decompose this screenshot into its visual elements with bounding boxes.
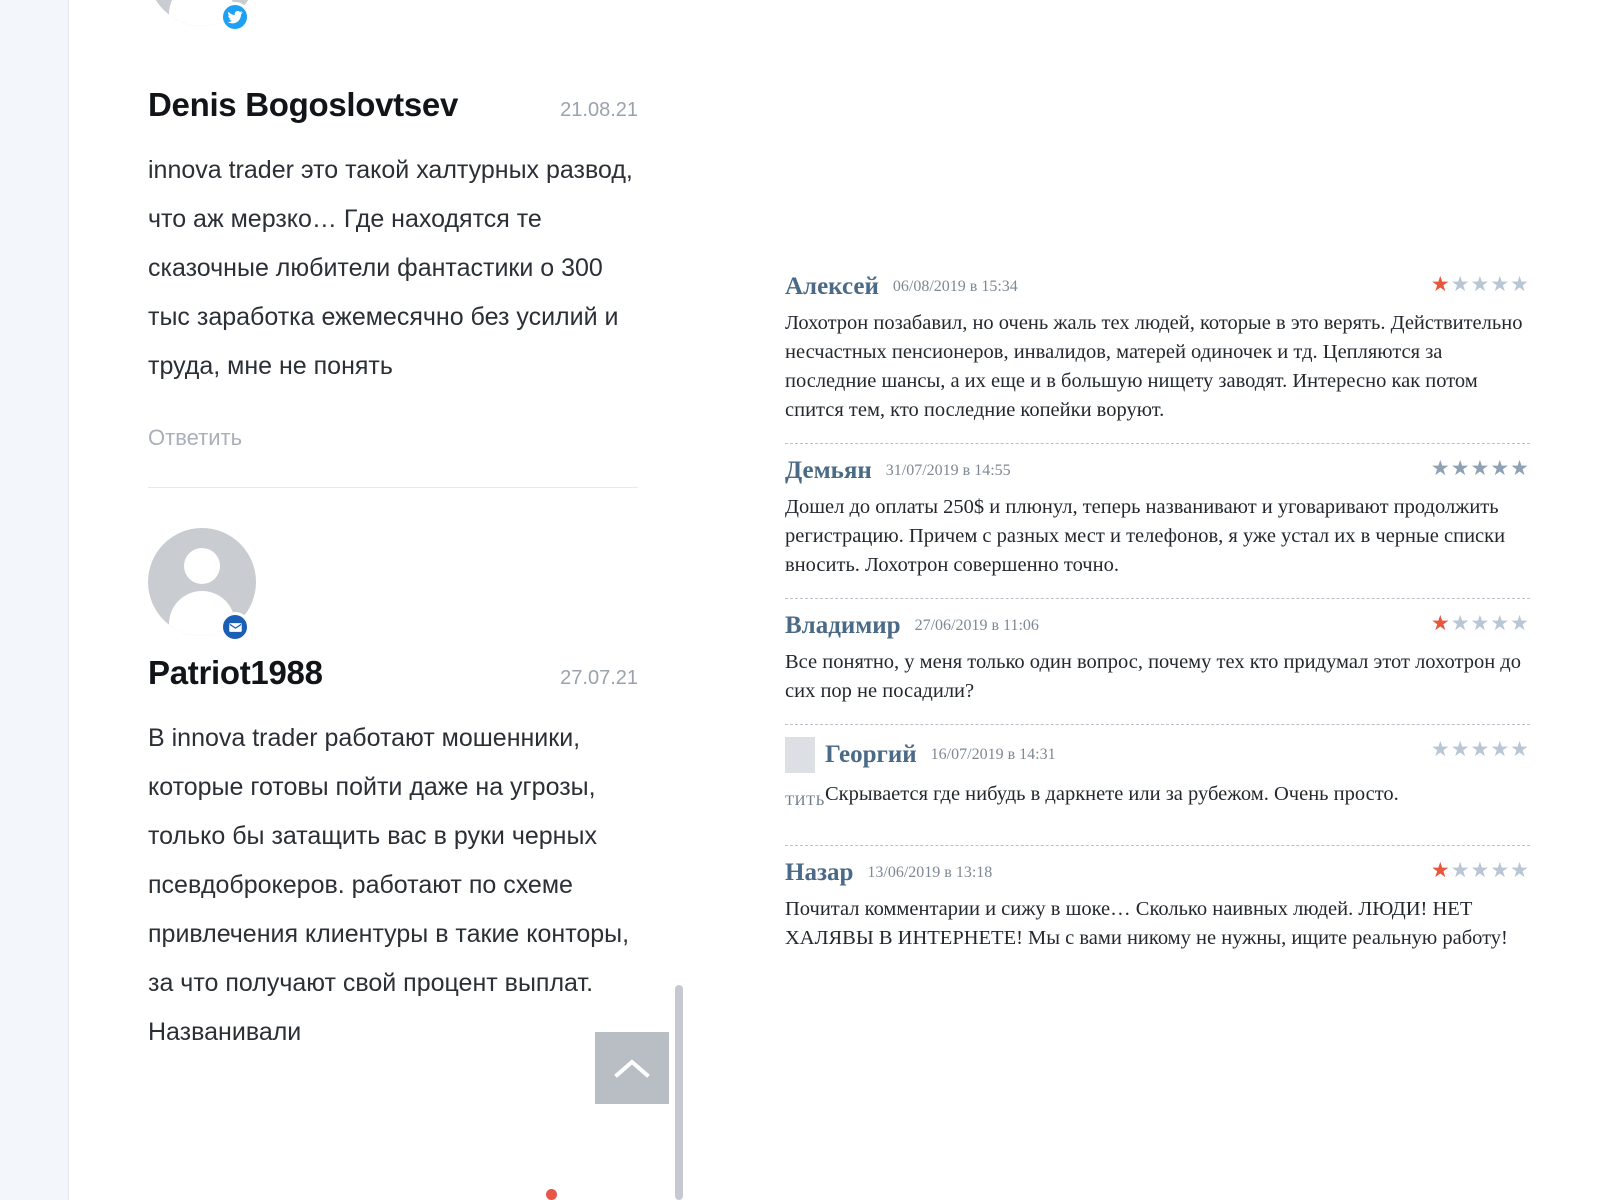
rating-stars: ★★★★★ bbox=[1430, 272, 1530, 296]
comment-item bbox=[785, 611, 1530, 714]
review-list bbox=[148, 0, 638, 1057]
email-icon bbox=[220, 612, 250, 642]
rating-stars: ★★★★★ bbox=[1430, 737, 1530, 761]
rating-stars: ★★★★★ bbox=[1430, 858, 1530, 882]
comment-date: 06/08/2019 в 15:34 bbox=[892, 278, 1018, 295]
comment-item bbox=[785, 737, 1530, 817]
comment-date: 13/06/2019 в 13:18 bbox=[867, 864, 993, 881]
review-author-name: Denis Bogoslovtsev bbox=[148, 86, 459, 123]
comment-list bbox=[785, 272, 1530, 961]
comment-text: Все понятно, у меня только один вопрос, почему тех кто придумал этот лохотрон до сих пор не посадили? bbox=[785, 651, 1521, 702]
comment-header bbox=[785, 611, 1530, 641]
comment-item bbox=[785, 858, 1530, 961]
right-comments-panel bbox=[727, 0, 1600, 1200]
review-item bbox=[148, 0, 638, 488]
left-review-panel bbox=[0, 0, 728, 1200]
comment-author: Назар bbox=[785, 859, 854, 886]
comment-item bbox=[785, 272, 1530, 433]
review-date: 27.07.21 bbox=[560, 667, 638, 689]
comment-divider bbox=[785, 724, 1530, 725]
rating-stars: ★★★★★ bbox=[1430, 611, 1530, 635]
comment-date: 16/07/2019 в 14:31 bbox=[930, 746, 1056, 763]
scrollbar-thumb[interactable] bbox=[675, 985, 683, 1200]
review-text: innova trader это такой халтурных развод, что аж мерзко… Где находятся те сказочные любители фантастики о 300 тыс заработка ежемесячно без усилий и труда, мне не понять bbox=[148, 156, 633, 380]
review-author-name: Patriot1988 bbox=[148, 654, 323, 691]
reply-button[interactable]: Ответить bbox=[148, 425, 243, 450]
comment-author: Демьян bbox=[785, 457, 872, 484]
scroll-to-top-icon[interactable] bbox=[595, 1032, 669, 1104]
avatar-head bbox=[184, 548, 220, 584]
comment-divider bbox=[785, 845, 1530, 846]
comment-author: Алексей bbox=[785, 273, 879, 300]
review-item bbox=[148, 488, 638, 1057]
comment-header bbox=[785, 272, 1530, 302]
comment-header bbox=[785, 456, 1530, 486]
review-header bbox=[148, 654, 638, 692]
comment-text: Дошел до оплаты 250$ и плюнул, теперь названивают и уговаривают продолжить регистрацию. Причем с разных мест и телефонов, я уже устал их в черные списки вносить. Лохотрон совершенно точно. bbox=[785, 496, 1506, 576]
comment-date: 31/07/2019 в 14:55 bbox=[885, 462, 1011, 479]
left-panel-gutter bbox=[0, 0, 69, 1200]
comment-header bbox=[785, 737, 1530, 773]
comment-item bbox=[785, 456, 1530, 588]
comment-divider bbox=[785, 598, 1530, 599]
comment-author: Георгий bbox=[825, 741, 917, 768]
comment-text: Скрывается где нибудь в даркнете или за рубежом. Очень просто. bbox=[825, 783, 1399, 805]
comment-text: Почитал комментарии и сижу в шоке… Сколько наивных людей. ЛЮДИ! НЕТ ХАЛЯВЫ В ИНТЕРНЕТЕ! Мы с вами никому не нужны, ищите реальную работу! bbox=[785, 898, 1508, 949]
comment-divider bbox=[785, 443, 1530, 444]
review-text: В innova trader работают мошенники, которые готовы пойти даже на угрозы, только бы затащить вас в руки черных псевдоброкеров. работают по схеме привлечения клиентуры в такие конторы, за что получают свой процент выплат. Названивали bbox=[148, 724, 630, 1046]
reply-button-clipped[interactable]: ТИТЬ bbox=[785, 793, 825, 809]
comment-date: 27/06/2019 в 11:06 bbox=[914, 617, 1039, 634]
avatar-wrapper bbox=[148, 528, 256, 636]
comment-author: Владимир bbox=[785, 612, 901, 639]
comment-thumbnail bbox=[785, 737, 815, 773]
review-date: 21.08.21 bbox=[560, 99, 638, 121]
comment-header bbox=[785, 858, 1530, 888]
scrollbar-track[interactable] bbox=[697, 0, 705, 1200]
review-header bbox=[148, 86, 638, 124]
rating-stars: ★★★★★ bbox=[1430, 456, 1530, 480]
notification-dot bbox=[546, 1189, 557, 1200]
comment-text: Лохотрон позабавил, но очень жаль тех людей, которые в это верять. Действительно несчастных пенсионеров, инвалидов, матерей одиночек и тд. Цепляются за последние шансы, а их еще и в большую нищету заводят. Интересно как потом спится тем, кто последние копейки воруют. bbox=[785, 312, 1523, 421]
